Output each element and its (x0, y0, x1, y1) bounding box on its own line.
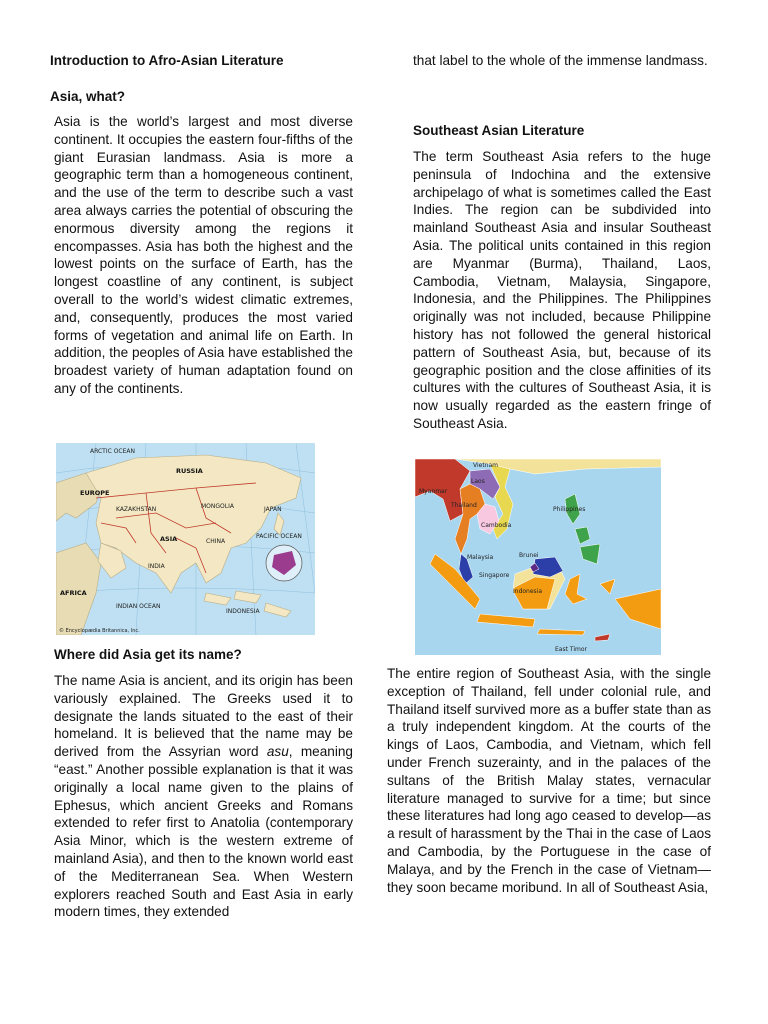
sea-map-label-brunei: Brunei (519, 552, 539, 559)
sea-map-label-laos: Laos (471, 478, 485, 485)
asia-name-italic-word: asu (266, 744, 289, 760)
asia-map-label-china: CHINA (206, 538, 226, 545)
asia-map-label-arctic: ARCTIC OCEAN (90, 448, 135, 455)
section-body-southeast-asian-literature: The term Southeast Asia refers to the huge peninsula of Indochina and the extensive archipelago of what is sometimes called the East Indies. The region can be subdivided into mainland Southeast Asia and insular Southeast Asia. The political units contained in this region are Myanmar (Burma), Thailand, Laos, Cambodia, Vietnam, Malaysia, Singapore, Indonesia, and the Philippines. The Philippines originally was not included, because Philippine history has not followed the general historical pattern of Southeast Asia, but, because of its geographic position and the close affinities of its cultures with the cultures of Southeast Asia, it is now usually regarded as the eastern fringe of Southeast Asia. (413, 149, 711, 431)
sea-map-label-east-timor: East Timor (555, 646, 587, 653)
section-heading-asia-what: Asia, what? (50, 89, 126, 104)
asia-map-label-mongolia: MONGOLIA (201, 503, 234, 510)
sea-map-label-malaysia: Malaysia (467, 554, 494, 561)
asia-map-label-africa: AFRICA (60, 589, 87, 597)
sea-map-label-thailand: Thailand (451, 502, 477, 509)
sea-map-label-cambodia: Cambodia (481, 522, 512, 529)
asia-map-image (56, 443, 315, 635)
sea-map-label-vietnam: Vietnam (473, 462, 499, 469)
asia-map-label-india: INDIA (148, 563, 165, 570)
asia-map-label-pacific: PACIFIC OCEAN (256, 533, 302, 540)
section-heading-asia-name: Where did Asia get its name? (54, 647, 242, 662)
sea-map-label-myanmar: Myanmar (419, 488, 448, 495)
asia-map-credit: © Encyclopædia Britannica, Inc. (59, 628, 140, 634)
section-body-asia-name (54, 672, 353, 921)
section-heading-southeast-asian-literature: Southeast Asian Literature (413, 123, 585, 138)
asia-map-label-kazakhstan: KAZAKHSTAN (116, 506, 157, 513)
sea-map-label-philippines: Philippines (553, 506, 586, 513)
document-title: Introduction to Afro-Asian Literature (50, 53, 284, 68)
asia-name-text-2: , meaning “east.” Another possible explanation is that it was originally a local name given to the plains of Ephesus, which ancient Greeks and Romans extended to refer first to Anatolia (contemporary Asia Minor, which is the western extreme of mainland Asia), and then to the known world east of the Mediterranean Sea. When Western explorers reached South and East Asia in early modern times, they extended (54, 744, 353, 920)
asia-map-label-russia: RUSSIA (176, 467, 203, 475)
sea-map-label-singapore: Singapore (479, 572, 510, 579)
sea-map-label-indonesia: Indonesia (513, 588, 543, 595)
section-body-asia-what: Asia is the world’s largest and most diverse continent. It occupies the eastern four-fifths of the giant Eurasian landmass. Asia is more a geographic term than a homogeneous continent, and the use of the term to describe such a vast area always carries the potential of obscuring the enormous diversity among the regions it encompasses. Asia has both the highest and the lowest points on the surface of Earth, has the longest coastline of any continent, is subject overall to the world’s widest climatic extremes, and, consequently, produces the most varied forms of vegetation and animal life on Earth. In addition, the peoples of Asia have established the broadest variety of human adaptation found on any of the continents. (54, 114, 353, 396)
asia-map-label-indonesia: INDONESIA (226, 608, 260, 615)
asia-map-label-indian-ocean: INDIAN OCEAN (116, 603, 161, 610)
continuation-text: that label to the whole of the immense landmass. (413, 53, 708, 68)
section-body-colonial-rule: The entire region of Southeast Asia, with the single exception of Thailand, fell under colonial rule, and Thailand itself survived more as a buffer state than as a truly independent kingdom. At the courts of the kings of Laos, Cambodia, and Vietnam, which fell under French suzerainty, and in the palaces of the sultans of the British Malay states, vernacular literature managed to survive for a time; but since these literatures had long ago ceased to develop—as a result of harassment by the Thai in the case of Laos and Cambodia, by the Portuguese in the case of Malaya, and by the French in the case of Vietnam—they soon became moribund. In all of Southeast Asia, (387, 666, 711, 895)
southeast-asia-map-image (415, 459, 661, 655)
asia-name-text-1: The name Asia is ancient, and its origin has been variously explained. The Greeks used it to designate the lands situated to the east of their homeland. It is believed that the name may be derived from the Assyrian word (54, 673, 353, 760)
asia-map-label-japan: JAPAN (264, 506, 282, 513)
asia-map-label-europe: EUROPE (80, 489, 110, 497)
asia-map-label-asia: ASIA (160, 535, 178, 543)
